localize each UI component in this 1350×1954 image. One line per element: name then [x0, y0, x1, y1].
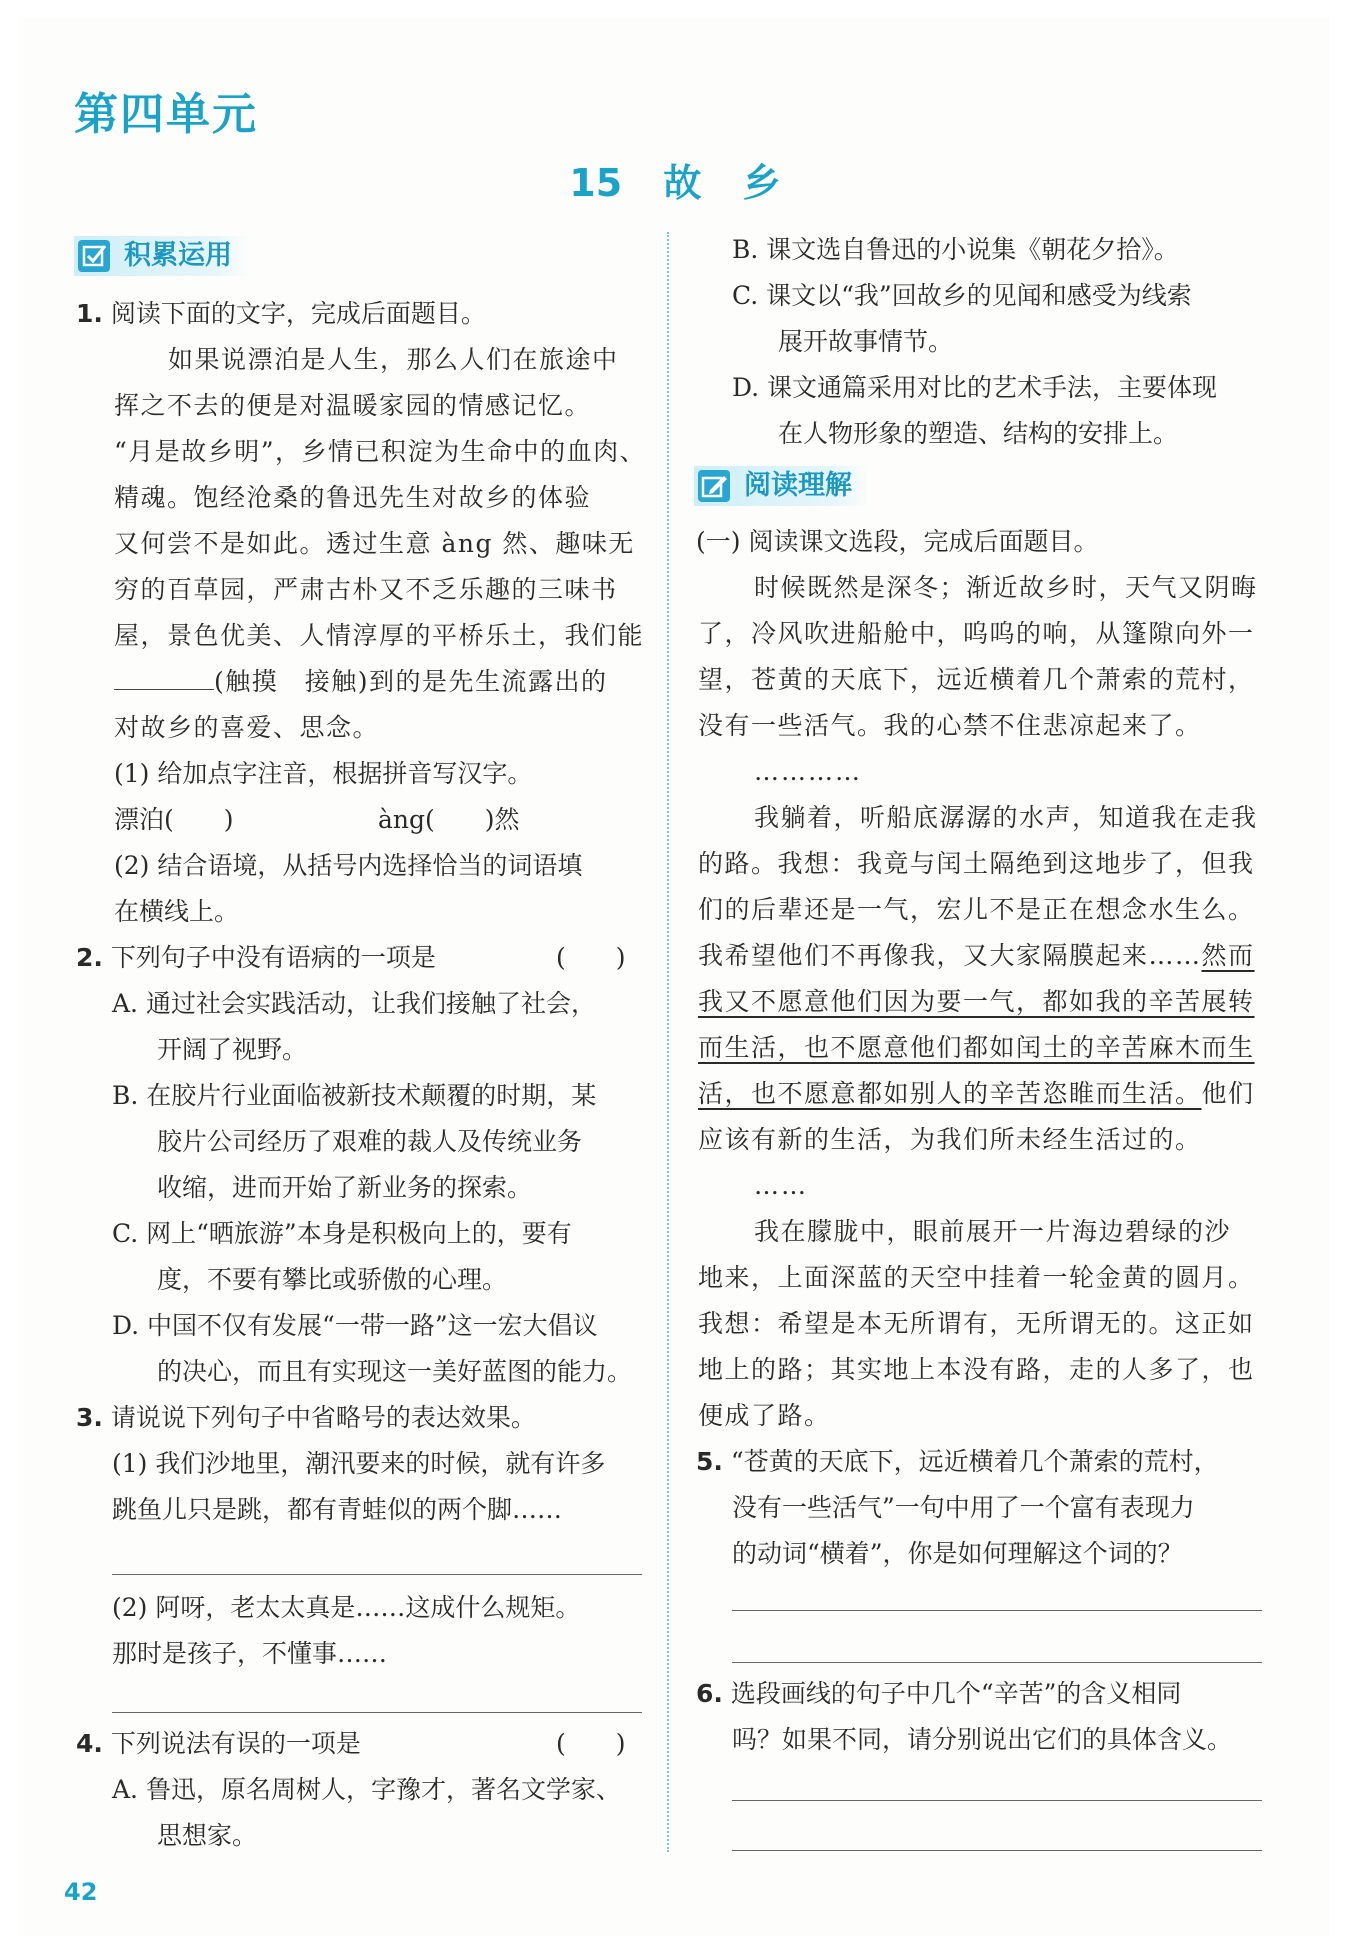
q6-text: 选段画线的句子中几个“辛苦”的含义相同	[730, 1679, 1182, 1708]
q5-number: 5.	[696, 1447, 723, 1476]
section-reading	[694, 466, 870, 506]
q1-sub2-line: (2) 结合语境，从括号内选择恰当的词语填	[114, 851, 583, 880]
underlined-text: 然而	[1201, 941, 1255, 970]
lesson-number: 15	[569, 161, 623, 205]
q3-sentence-2: (2) 阿呀，老太太真是……这成什么规矩。	[112, 1593, 581, 1622]
passage-line-mixed	[698, 1076, 1255, 1112]
q1-passage-line: 对故乡的喜爱、思念。	[114, 713, 380, 742]
q5-line: 的动词“横着”，你是如何理解这个词的？	[732, 1539, 1183, 1568]
q4-option-a: A. 鲁迅，原名周树人，字豫才，著名文学家、	[112, 1775, 621, 1804]
q5-text: “苍黄的天底下，远近横着几个萧索的荒村，	[730, 1447, 1219, 1476]
q5-answer-line-1[interactable]	[732, 1610, 1262, 1611]
q2-number: 2.	[76, 943, 103, 972]
q2-option-a-cont: 开阔了视野。	[157, 1035, 308, 1064]
passage-line: 们的后辈还是一气，宏儿不是正在想念水生么。	[698, 895, 1255, 924]
q4-option-d-cont: 在人物形象的塑造、结构的安排上。	[778, 419, 1179, 448]
q2-option-d: D. 中国不仅有发展“一带一路”这一宏大倡议	[112, 1311, 598, 1340]
passage-line: 没有一些活气。我的心禁不住悲凉起来了。	[698, 711, 1202, 740]
q1-passage-line: “月是故乡明”，乡情已积淀为生命中的血肉、	[114, 437, 647, 466]
lesson-title	[0, 152, 1350, 207]
q2-option-c: C. 网上“晒旅游”本身是积极向上的，要有	[112, 1219, 572, 1248]
passage-ellipsis: …………	[754, 757, 862, 786]
q1-passage-line: 精魂。饱经沧桑的鲁迅先生对故乡的体验	[114, 483, 592, 512]
lesson-title-char-1: 故	[663, 161, 702, 205]
q1-stem	[76, 296, 486, 332]
q1-passage-line: 屋，景色优美、人情淳厚的平桥乐土，我们能	[114, 621, 645, 650]
passage-line: 时候既然是深冬；渐近故乡时，天气又阴晦	[754, 573, 1258, 602]
q3-sentence-1: (1) 我们沙地里，潮汛要来的时候，就有许多	[112, 1449, 606, 1478]
underlined-text: 活，也不愿意都如别人的辛苦恣睢而生活。	[698, 1079, 1202, 1108]
column-divider	[667, 232, 669, 1852]
q3-answer-line-2[interactable]	[112, 1712, 642, 1713]
q1-sub1: (1) 给加点字注音，根据拼音写汉字。	[114, 759, 533, 788]
passage-line: 望，苍黄的天底下，远近横着几个萧索的荒村，	[698, 665, 1255, 694]
q5-line: 没有一些活气”一句中用了一个富有表现力	[732, 1493, 1195, 1522]
q4-answer-paren[interactable]: ( )	[556, 1729, 626, 1758]
q5-answer-line-2[interactable]	[732, 1662, 1262, 1663]
q3-stem-text: 请说说下列句子中省略号的表达效果。	[110, 1403, 536, 1432]
q1-number: 1.	[76, 299, 103, 328]
passage-ellipsis: ……	[754, 1171, 808, 1200]
q3-sentence-2-cont: 那时是孩子，不懂事……	[112, 1639, 388, 1668]
section-reading-label: 阅读理解	[744, 470, 852, 501]
q4-option-a-cont: 思想家。	[157, 1821, 258, 1850]
q3-stem	[76, 1400, 536, 1436]
passage-line: 我躺着，听船底潺潺的水声，知道我在走我	[754, 803, 1258, 832]
q1-passage-line: 挥之不去的便是对温暖家园的情感记忆。	[114, 391, 592, 420]
q1-passage-text: (触摸 接触)到的是先生流露出的	[214, 667, 608, 696]
q5-line	[696, 1444, 1219, 1480]
q3-sentence-1-cont: 跳鱼儿只是跳，都有青蛙似的两个脚……	[112, 1495, 563, 1524]
q4-stem	[76, 1726, 361, 1762]
passage-line: 地来，上面深蓝的天空中挂着一轮金黄的圆月。	[698, 1263, 1255, 1292]
q1-fill-a[interactable]: 漂泊( )	[114, 805, 234, 834]
q4-number: 4.	[76, 1729, 103, 1758]
q2-stem	[76, 940, 436, 976]
q4-stem-text: 下列说法有误的一项是	[110, 1729, 361, 1758]
underlined-passage-line: 我又不愿意他们因为要一气，都如我的辛苦展转	[698, 987, 1255, 1016]
passage-text: 我希望他们不再像我，又大家隔膜起来……	[698, 941, 1202, 970]
q4-option-b: B. 课文选自鲁迅的小说集《朝花夕拾》。	[732, 235, 1179, 264]
passage-line: 我想：希望是本无所谓有，无所谓无的。这正如	[698, 1309, 1255, 1338]
passage-line: 便成了路。	[698, 1401, 831, 1430]
q2-option-b-cont: 收缩，进而开始了新业务的探索。	[157, 1173, 533, 1202]
q2-option-d-cont: 的决心，而且有实现这一美好蓝图的能力。	[157, 1357, 633, 1386]
unit-title: 第四单元	[74, 89, 258, 140]
q1-fill-b[interactable]: àng( )然	[378, 805, 520, 834]
q6-answer-line-1[interactable]	[732, 1800, 1262, 1801]
reading-intro: (一) 阅读课文选段，完成后面题目。	[696, 527, 1099, 556]
q2-option-a: A. 通过社会实践活动，让我们接触了社会，	[112, 989, 596, 1018]
q4-option-c: C. 课文以“我”回故乡的见闻和感受为线索	[732, 281, 1192, 310]
passage-line: 地上的路；其实地上本没有路，走的人多了，也	[698, 1355, 1255, 1384]
q4-option-d: D. 课文通篇采用对比的艺术手法，主要体现	[732, 373, 1218, 402]
q6-line: 吗？如果不同，请分别说出它们的具体含义。	[732, 1725, 1233, 1754]
q2-option-c-cont: 度，不要有攀比或骄傲的心理。	[157, 1265, 508, 1294]
passage-line: 应该有新的生活，为我们所未经生活过的。	[698, 1125, 1202, 1154]
q2-answer-paren[interactable]: ( )	[556, 943, 626, 972]
q3-number: 3.	[76, 1403, 103, 1432]
passage-line: 了，冷风吹进船舱中，呜呜的响，从篷隙向外一	[698, 619, 1255, 648]
pencil-icon	[698, 470, 730, 502]
section-accumulate-label: 积累运用	[124, 240, 232, 271]
q1-sub2-line: 在横线上。	[114, 897, 240, 926]
passage-text: 他们	[1201, 1079, 1255, 1108]
q6-answer-line-2[interactable]	[732, 1850, 1262, 1851]
q1-passage-line: 又何尝不是如此。透过生意 àng 然、趣味无	[114, 529, 635, 558]
passage-line: 我在朦胧中，眼前展开一片海边碧绿的沙	[754, 1217, 1232, 1246]
q3-answer-line-1[interactable]	[112, 1574, 642, 1575]
q6-number: 6.	[696, 1679, 723, 1708]
q2-option-b-cont: 胶片公司经历了艰难的裁人及传统业务	[157, 1127, 583, 1156]
fill-blank[interactable]	[114, 665, 214, 690]
q2-stem-text: 下列句子中没有语病的一项是	[110, 943, 436, 972]
q1-passage-line: 穷的百草园，严肃古朴又不乏乐趣的三味书	[114, 575, 618, 604]
page-number: 42	[64, 1878, 98, 1906]
section-accumulate	[74, 236, 250, 276]
q4-option-c-cont: 展开故事情节。	[778, 327, 954, 356]
q1-passage-line: 如果说漂泊是人生，那么人们在旅途中	[168, 345, 619, 374]
q2-option-b: B. 在胶片行业面临被新技术颠覆的时期，某	[112, 1081, 597, 1110]
lesson-title-char-2: 乡	[742, 161, 781, 205]
checkbox-icon	[78, 240, 110, 272]
q1-passage-line-blank	[114, 664, 608, 700]
passage-line-mixed	[698, 938, 1255, 974]
q6-line	[696, 1676, 1181, 1712]
passage-line: 的路。我想：我竟与闰土隔绝到这地步了，但我	[698, 849, 1255, 878]
q1-stem-text: 阅读下面的文字，完成后面题目。	[110, 299, 486, 328]
underlined-passage-line: 而生活，也不愿意他们都如闰土的辛苦麻木而生	[698, 1033, 1255, 1062]
